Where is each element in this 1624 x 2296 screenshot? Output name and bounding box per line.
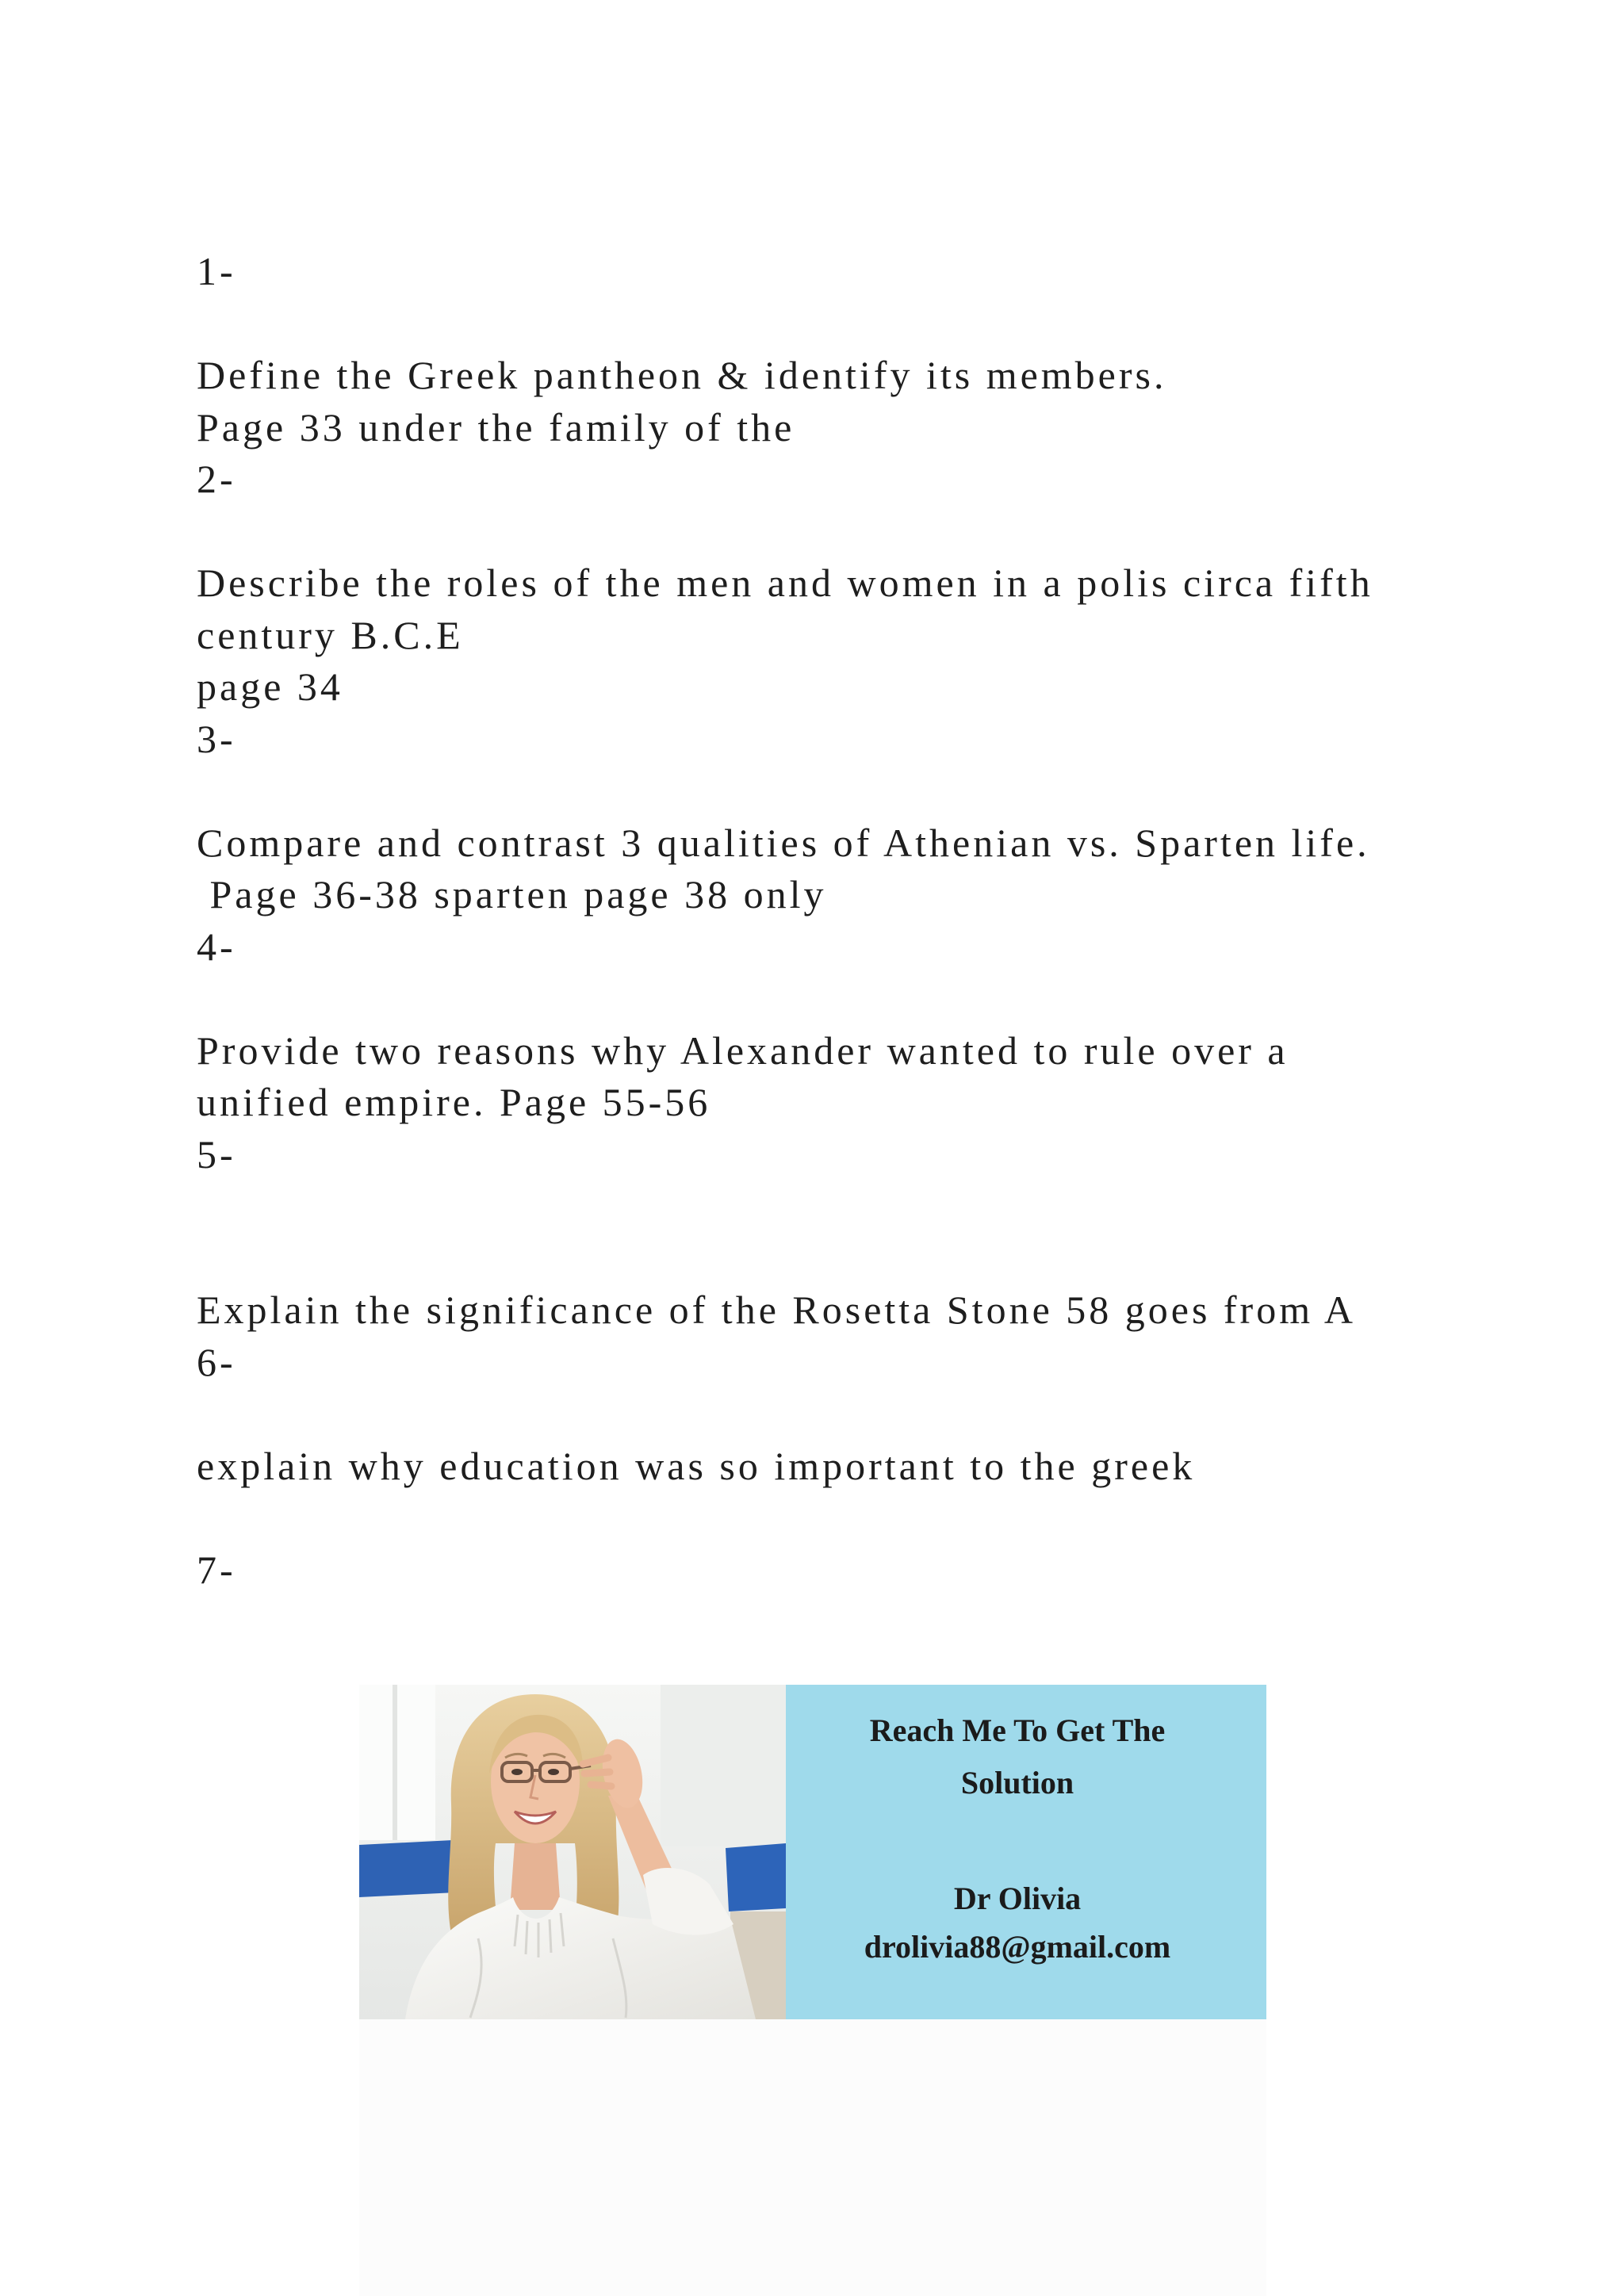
question-3-number: 3- (197, 716, 236, 761)
banner-heading-line-2: Solution (960, 1765, 1074, 1800)
contact-panel (786, 1685, 1266, 2019)
blank-line (197, 1181, 1592, 1233)
solution-banner (359, 1685, 1266, 2019)
blank-line (197, 973, 1592, 1025)
question-1-number: 1- (197, 249, 236, 293)
window-frame (393, 1685, 397, 1840)
blank-line (197, 298, 1592, 350)
question-1-text-line: Page 33 under the family of the (197, 404, 795, 450)
question-6-text-line: explain why education was so important to the greek (197, 1443, 1196, 1488)
blank-line (197, 1492, 1592, 1544)
question-5-text-line: Explain the significance of the Rosetta Stone 58 goes from A (197, 1288, 1356, 1332)
blank-line (197, 506, 1592, 558)
contact-name: Dr Olivia (953, 1881, 1082, 1916)
document-body (197, 246, 1592, 1596)
question-1-text-line: Define the Greek pantheon & identify its members. (197, 353, 1167, 397)
question-3-text-line: Page 36-38 sparten page 38 only (197, 872, 827, 916)
woman-photo (359, 1685, 786, 2019)
question-7-number: 7- (197, 1547, 236, 1592)
question-4-number: 4- (197, 924, 236, 969)
background-shelf (661, 1685, 786, 1846)
left-eye (511, 1769, 523, 1775)
banner-heading-line-1: Reach Me To Get The (869, 1712, 1166, 1748)
question-6-number: 6- (197, 1339, 236, 1384)
right-eye (548, 1769, 559, 1775)
question-2-text-line: page 34 (197, 664, 343, 709)
question-2-text-line: century B.C.E (197, 612, 464, 657)
blue-furniture-right (726, 1843, 786, 1911)
question-4-text-line: Provide two reasons why Alexander wanted to rule over a (197, 1027, 1289, 1073)
question-5-number: 5- (197, 1131, 236, 1177)
blank-line (197, 765, 1592, 817)
blank-line (197, 1233, 1592, 1285)
contact-email: drolivia88@gmail.com (864, 1929, 1171, 1965)
blue-furniture-left (359, 1840, 456, 1897)
neck (510, 1843, 561, 1910)
image-placeholder-area (359, 2019, 1266, 2296)
question-2-number: 2- (197, 457, 236, 501)
blank-line (197, 1388, 1592, 1441)
question-4-text-line: unified empire. Page 55-56 (197, 1080, 711, 1124)
question-3-text-line: Compare and contrast 3 qualities of Athenian vs. Sparten life. (197, 820, 1370, 865)
question-2-text-line: Describe the roles of the men and women in a polis circa fifth (197, 561, 1373, 605)
